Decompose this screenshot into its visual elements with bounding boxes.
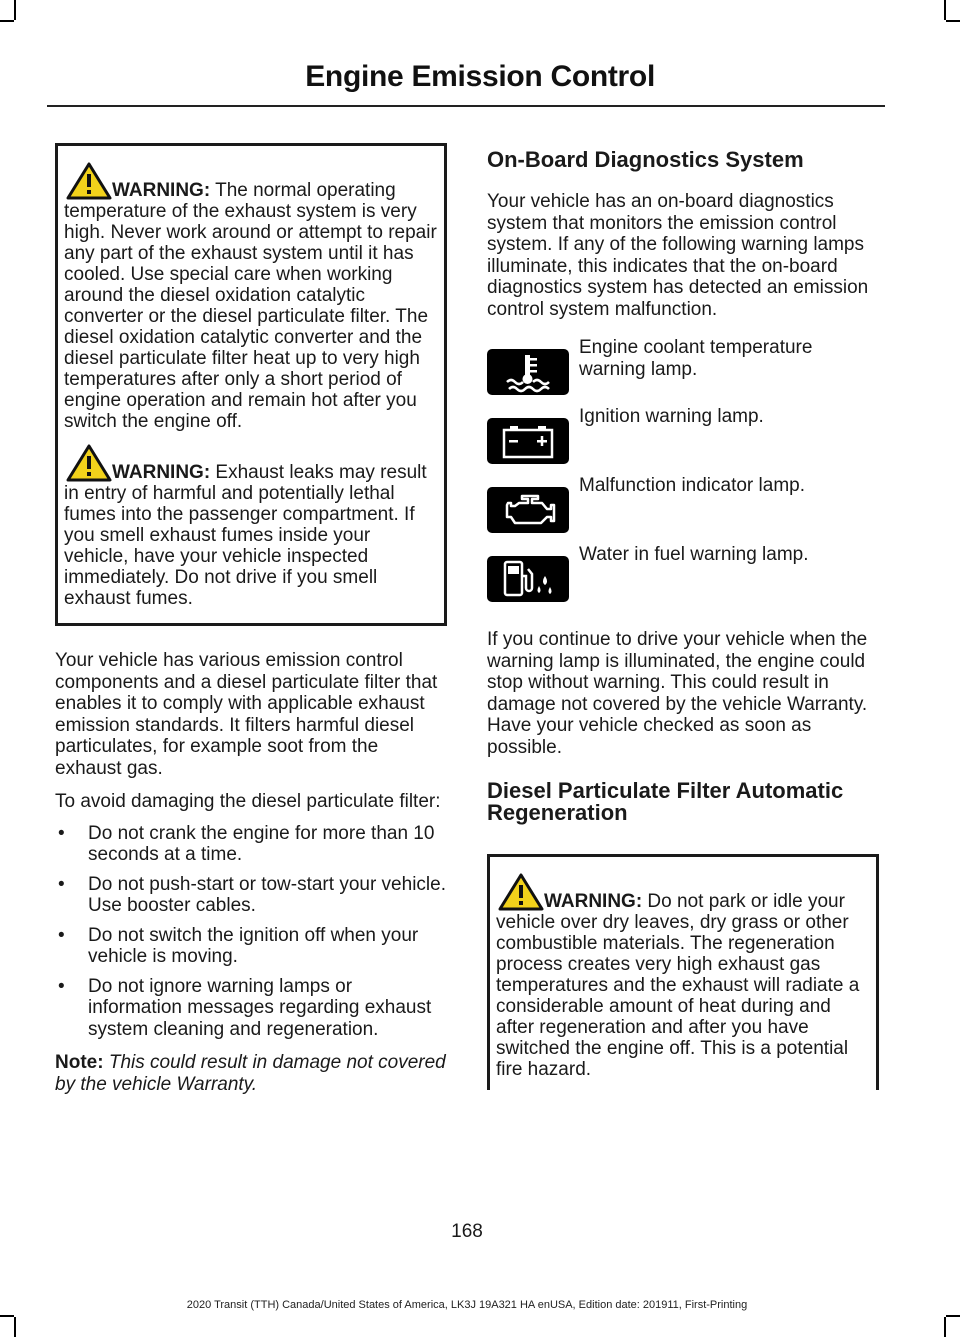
warning-label: WARNING: bbox=[112, 462, 211, 483]
list-item-text: Do not ignore warning lamps or information messages regarding exhaust system cleaning and regeneration. bbox=[88, 975, 432, 1040]
bullet: • bbox=[58, 924, 65, 946]
warning-text: Do not park or idle your vehicle over dry leaves, dry grass or other combustible materials. The regeneration process creates very high exhaust gas temperatures and the exhaust will radiate a considerable amount of heat during and after regeneration and after you have switched the engine off. This is a potential fire hazard. bbox=[496, 891, 860, 1080]
left-column bbox=[55, 143, 447, 1095]
lamp-row bbox=[487, 544, 879, 613]
list-item-text: Do not crank the engine for more than 10 seconds at a time. bbox=[88, 822, 435, 865]
warning-triangle-icon bbox=[66, 162, 112, 200]
warning-box-exhaust bbox=[55, 143, 447, 626]
right-column bbox=[487, 143, 879, 1090]
page-number: 168 bbox=[451, 1221, 483, 1242]
intro-paragraph: Your vehicle has various emission control components and a diesel particulate filter that enables it to comply with applicable exhaust emission standards. It filters harmful diesel particulates, for example soot from the exhaust gas. bbox=[55, 650, 438, 779]
crop-mark bbox=[944, 0, 946, 20]
list-item bbox=[55, 823, 447, 866]
crop-mark bbox=[0, 1315, 14, 1317]
warning-item bbox=[64, 444, 438, 609]
bullet: • bbox=[58, 975, 65, 997]
crop-mark bbox=[0, 20, 14, 22]
continue-paragraph: If you continue to drive your vehicle when the warning lamp is illuminated, the engine could stop without warning. This could result in damage not covered by the vehicle Warranty. Have your vehicle checked as soon as possible. bbox=[487, 629, 868, 758]
bullet: • bbox=[58, 822, 65, 844]
warning-box-regeneration bbox=[487, 854, 879, 1090]
footer-imprint: 2020 Transit (TTH) Canada/United States of America, LK3J 19A321 HA enUSA, Edition date: 201911, First-Printing bbox=[186, 1299, 748, 1311]
lamp-row bbox=[487, 475, 879, 544]
crop-mark bbox=[944, 1317, 946, 1337]
lamp-label: Water in fuel warning lamp. bbox=[579, 544, 809, 565]
precautions-list bbox=[55, 823, 447, 1041]
list-item bbox=[55, 925, 447, 968]
warning-lamp-list bbox=[487, 337, 879, 613]
section-heading-dpf: Diesel Particulate Filter Automatic Regeneration bbox=[487, 778, 844, 825]
avoid-intro-paragraph: To avoid damaging the diesel particulate filter: bbox=[55, 791, 441, 812]
note bbox=[55, 1052, 447, 1095]
note-label: Note: bbox=[55, 1052, 104, 1073]
lamp-label: Malfunction indicator lamp. bbox=[579, 475, 805, 496]
warning-triangle-icon bbox=[66, 444, 112, 482]
engine-icon bbox=[487, 487, 569, 533]
lamp-row bbox=[487, 406, 879, 475]
list-item-text: Do not switch the ignition off when your vehicle is moving. bbox=[88, 924, 419, 967]
crop-mark bbox=[14, 0, 16, 20]
warning-triangle-icon bbox=[498, 873, 544, 911]
section-heading-obd: On-Board Diagnostics System bbox=[487, 147, 804, 172]
page-title: Engine Emission Control bbox=[305, 60, 655, 93]
warning-text: The normal operating temperature of the exhaust system is very high. Never work around or attempt to repair any part of the exhaust system until it has cooled. Use special care when working around the diesel oxidation catalytic converter or the diesel particulate filter. The diesel oxidation catalytic converter and the diesel particulate filter heat up to very high temperatures after only a short period of engine operation and remain hot after you switch the engine off. bbox=[64, 180, 437, 432]
battery-icon bbox=[487, 418, 569, 464]
warning-label: WARNING: bbox=[544, 891, 643, 912]
warning-text: Exhaust leaks may result in entry of harmful and potentially lethal fumes into the passenger compartment. If you smell exhaust fumes inside your vehicle, have your vehicle inspected immediately. Do not drive if you smell exhaust fumes. bbox=[64, 462, 427, 609]
list-item bbox=[55, 874, 447, 917]
bullet: • bbox=[58, 873, 65, 895]
note-text: This could result in damage not covered by the vehicle Warranty. bbox=[55, 1052, 446, 1095]
list-item-text: Do not push-start or tow-start your vehicle. Use booster cables. bbox=[88, 873, 446, 916]
crop-mark bbox=[946, 1315, 960, 1317]
lamp-label: Engine coolant temperature warning lamp. bbox=[579, 337, 813, 380]
warning-label: WARNING: bbox=[112, 180, 211, 201]
crop-mark bbox=[14, 1317, 16, 1337]
header-divider bbox=[47, 105, 885, 107]
crop-mark bbox=[946, 20, 960, 22]
lamp-row bbox=[487, 337, 879, 406]
obd-paragraph: Your vehicle has an on-board diagnostics system that monitors the emission control system. If any of the following warning lamps illuminate, this indicates that the on-board diagnostics system has detected an emission control system malfunction. bbox=[487, 191, 869, 320]
lamp-label: Ignition warning lamp. bbox=[579, 406, 764, 427]
list-item bbox=[55, 976, 447, 1041]
water-in-fuel-icon bbox=[487, 556, 569, 602]
warning-item bbox=[64, 162, 438, 432]
coolant-temperature-icon bbox=[487, 349, 569, 395]
